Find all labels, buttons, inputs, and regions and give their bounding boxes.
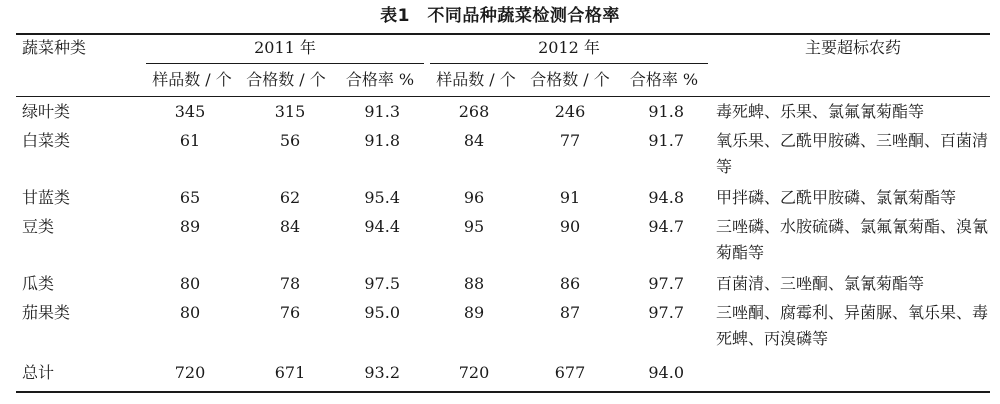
row-2012-samples: 88 [463, 274, 485, 293]
header-rule [16, 96, 990, 97]
row-2012-samples: 720 [458, 363, 490, 382]
row-pesticides: 三唑磷、水胺硫磷、氯氟氰菊酯、溴氰菊酯等 [716, 217, 989, 262]
row-pesticides: 百菌清、三唑酮、氯氰菊酯等 [716, 274, 925, 293]
row-category: 豆类 [22, 217, 55, 236]
row-2012-qualified: 677 [554, 363, 586, 382]
row-2012-qualified: 90 [559, 217, 581, 236]
row-2011-qualified: 62 [279, 188, 301, 207]
row-2012-qualified: 246 [554, 102, 586, 121]
row-2011-samples: 80 [179, 303, 201, 322]
row-pesticides: 氧乐果、乙酰甲胺磷、三唑酮、百菌清等 [716, 131, 989, 176]
year-2012-underline [430, 63, 708, 64]
row-2011-qualified: 56 [279, 131, 301, 150]
row-2011-rate: 94.4 [364, 217, 400, 236]
row-2011-qualified: 78 [279, 274, 301, 293]
row-2011-samples: 80 [179, 274, 201, 293]
row-category: 茄果类 [22, 303, 71, 322]
row-2012-samples: 96 [463, 188, 485, 207]
row-category: 绿叶类 [22, 102, 71, 121]
row-2011-rate: 93.2 [364, 363, 400, 382]
header-2012-qualified: 合格数 / 个 [530, 70, 610, 89]
row-2012-rate: 97.7 [648, 274, 684, 293]
bottom-rule [16, 391, 990, 393]
header-2011-rate: 合格率 % [345, 70, 415, 89]
row-2012-samples: 84 [463, 131, 485, 150]
row-pesticides: 毒死蜱、乐果、氯氟氰菊酯等 [716, 102, 925, 121]
row-2012-qualified: 86 [559, 274, 581, 293]
header-2011-samples: 样品数 / 个 [152, 70, 232, 89]
row-pesticides: 三唑酮、腐霉利、异菌脲、氧乐果、毒死蜱、丙溴磷等 [716, 303, 989, 348]
row-2011-samples: 345 [174, 102, 206, 121]
header-year-2012: 2012 年 [538, 38, 600, 57]
header-category: 蔬菜种类 [22, 38, 87, 57]
row-2012-samples: 268 [458, 102, 490, 121]
row-2011-qualified: 84 [279, 217, 301, 236]
row-category: 甘蓝类 [22, 188, 71, 207]
row-2012-samples: 89 [463, 303, 485, 322]
row-2012-qualified: 77 [559, 131, 581, 150]
row-2012-samples: 95 [463, 217, 485, 236]
row-2012-rate: 91.7 [648, 131, 684, 150]
row-2011-rate: 91.3 [364, 102, 400, 121]
table-caption: 表1 不同品种蔬菜检测合格率 [380, 6, 620, 26]
header-2012-samples: 样品数 / 个 [436, 70, 516, 89]
row-2012-qualified: 91 [559, 188, 581, 207]
row-2011-samples: 61 [179, 131, 201, 150]
row-2011-samples: 89 [179, 217, 201, 236]
row-2012-rate: 97.7 [648, 303, 684, 322]
row-2011-rate: 95.0 [364, 303, 400, 322]
row-category: 瓜类 [22, 274, 55, 293]
row-pesticides: 甲拌磷、乙酰甲胺磷、氯氰菊酯等 [716, 188, 957, 207]
row-2012-rate: 91.8 [648, 102, 684, 121]
row-2011-samples: 720 [174, 363, 206, 382]
header-2012-rate: 合格率 % [629, 70, 699, 89]
year-2011-underline [146, 63, 424, 64]
row-2012-qualified: 87 [559, 303, 581, 322]
row-2012-rate: 94.7 [648, 217, 684, 236]
row-2012-rate: 94.0 [648, 363, 684, 382]
row-2011-qualified: 315 [274, 102, 306, 121]
header-2011-qualified: 合格数 / 个 [246, 70, 326, 89]
row-category: 白菜类 [22, 131, 71, 150]
header-pesticide: 主要超标农药 [804, 38, 901, 57]
row-2012-rate: 94.8 [648, 188, 684, 207]
row-category: 总计 [22, 363, 55, 382]
row-2011-rate: 91.8 [364, 131, 400, 150]
row-2011-qualified: 671 [274, 363, 306, 382]
top-rule [16, 33, 990, 35]
header-year-2011: 2011 年 [254, 38, 316, 57]
row-2011-qualified: 76 [279, 303, 301, 322]
row-2011-rate: 95.4 [364, 188, 400, 207]
row-2011-rate: 97.5 [364, 274, 400, 293]
row-2011-samples: 65 [179, 188, 201, 207]
